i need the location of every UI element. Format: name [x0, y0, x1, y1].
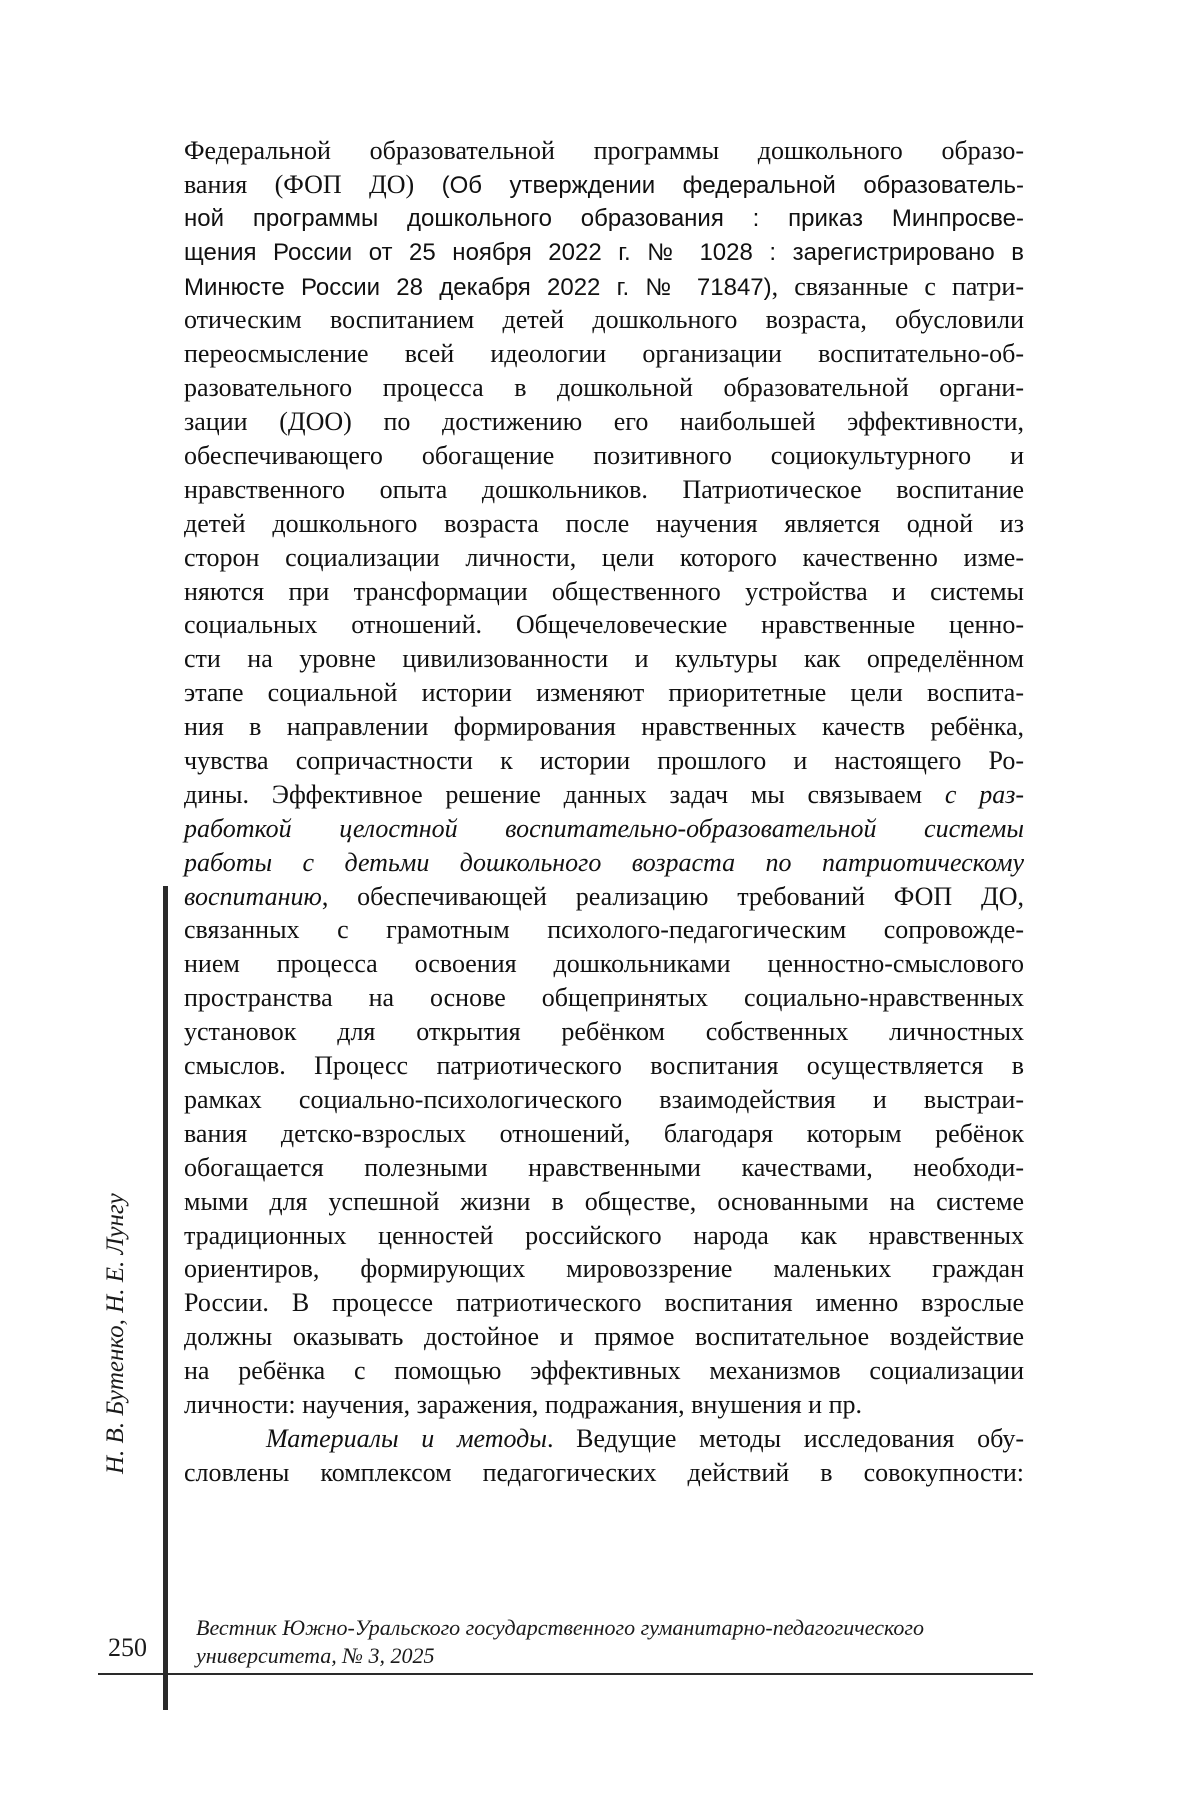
- body-line: [184, 880, 1024, 914]
- body-line: отическим воспитанием детей дошкольного возраста, обусловили: [184, 305, 1024, 335]
- body-line-italic: с раз-: [944, 779, 1025, 809]
- journal-footer: [196, 1614, 924, 1670]
- body-line: [184, 778, 1024, 812]
- body-line-regular: . Ведущие методы исследования обу-: [546, 1423, 1024, 1453]
- body-line-sans: (Об утверждении федеральной образователь-: [441, 171, 1025, 199]
- body-line: этапе социальной истории изменяют приоритетные цели воспита-: [184, 678, 1024, 708]
- section-heading-line: [184, 1422, 1024, 1456]
- body-line: детей дошкольного возраста после научения является одной из: [184, 508, 1024, 538]
- article-body: [184, 134, 1024, 1490]
- body-line-italic: воспитанию: [184, 881, 322, 911]
- body-line: няются при трансформации общественного устройства и системы: [184, 576, 1024, 606]
- body-line-italic: работкой целостной воспитательно-образовательной системы: [184, 813, 1024, 843]
- body-line: Федеральной образовательной программы дошкольного образо-: [184, 136, 1024, 165]
- footer-rule: [98, 1673, 1033, 1675]
- body-line-italic: работы с детьми дошкольного возраста по патриотическому: [184, 847, 1024, 877]
- body-line: нием процесса освоения дошкольниками ценностно-смыслового: [184, 949, 1024, 979]
- body-line: переосмысление всей идеологии организации воспитательно-об-: [184, 339, 1024, 369]
- body-line: разовательного процесса в дошкольной образовательной органи-: [184, 373, 1024, 403]
- body-line: ной программы дошкольного образования : приказ Минпросве-: [184, 204, 1024, 232]
- body-line: ориентиров, формирующих мировоззрение маленьких граждан: [184, 1254, 1024, 1284]
- body-line: зации (ДОО) по достижению его наибольшей эффективности,: [184, 407, 1024, 437]
- body-line: связанных с грамотным психолого-педагогическим сопровожде-: [184, 915, 1024, 945]
- journal-title-line2: университета, № 3, 2025: [196, 1643, 435, 1668]
- body-line: [184, 168, 1024, 202]
- body-line: сти на уровне цивилизованности и культуры как определённом: [184, 644, 1024, 674]
- body-line-regular: , обеспечивающей реализацию требований ФОП ДО,: [321, 881, 1024, 911]
- body-line-regular: дины. Эффективное решение данных задач мы связываем: [184, 779, 945, 809]
- body-line: чувства сопричастности к истории прошлого и настоящего Ро-: [184, 746, 1024, 776]
- body-line: сторон социализации личности, цели которого качественно изме-: [184, 542, 1024, 572]
- body-line-serif: , связанные с патри-: [771, 271, 1024, 301]
- body-line: мыми для успешной жизни в обществе, основанными на системе: [184, 1186, 1024, 1216]
- body-line: словлены комплексом педагогических действий в совокупности:: [184, 1457, 1024, 1487]
- page-number: 250: [108, 1633, 147, 1662]
- running-head-authors: Н. В. Бутенко, Н. Е. Лунгу: [102, 1193, 129, 1474]
- body-line: установок для открытия ребёнком собственных личностных: [184, 1017, 1024, 1047]
- body-line: вания детско-взрослых отношений, благодаря которым ребёнок: [184, 1118, 1024, 1148]
- body-line: обеспечивающего обогащение позитивного социокультурного и: [184, 441, 1024, 471]
- body-line: социальных отношений. Общечеловеческие нравственные ценно-: [184, 610, 1024, 640]
- body-line-sans: Минюсте России 28 декабря 2022 г. № 71847): [184, 273, 772, 301]
- journal-title-line1: Вестник Южно-Уральского государственного гуманитарно-педагогического: [196, 1615, 924, 1640]
- body-line: личности: научения, заражения, подражания, внушения и пр.: [184, 1389, 862, 1419]
- body-line: обогащается полезными нравственными качествами, необходи-: [184, 1152, 1024, 1182]
- body-line-serif: вания (ФОП ДО): [184, 169, 442, 199]
- body-line: России. В процессе патриотического воспитания именно взрослые: [184, 1288, 1024, 1318]
- body-line: щения России от 25 ноября 2022 г. № 1028 : зарегистрировано в: [184, 238, 1024, 266]
- section-heading: Материалы и методы: [266, 1423, 547, 1453]
- body-line: нравственного опыта дошкольников. Патриотическое воспитание: [184, 474, 1024, 504]
- margin-rule: [163, 886, 168, 1710]
- body-line: [184, 270, 1024, 304]
- body-line: должны оказывать достойное и прямое воспитательное воздействие: [184, 1322, 1024, 1352]
- body-line: на ребёнка с помощью эффективных механизмов социализации: [184, 1356, 1024, 1386]
- body-line: смыслов. Процесс патриотического воспитания осуществляется в: [184, 1051, 1024, 1081]
- body-line: традиционных ценностей российского народа как нравственных: [184, 1220, 1024, 1250]
- body-line: пространства на основе общепринятых социально-нравственных: [184, 983, 1024, 1013]
- body-line: ния в направлении формирования нравственных качеств ребёнка,: [184, 712, 1024, 742]
- body-line: рамках социально-психологического взаимодействия и выстраи-: [184, 1084, 1024, 1114]
